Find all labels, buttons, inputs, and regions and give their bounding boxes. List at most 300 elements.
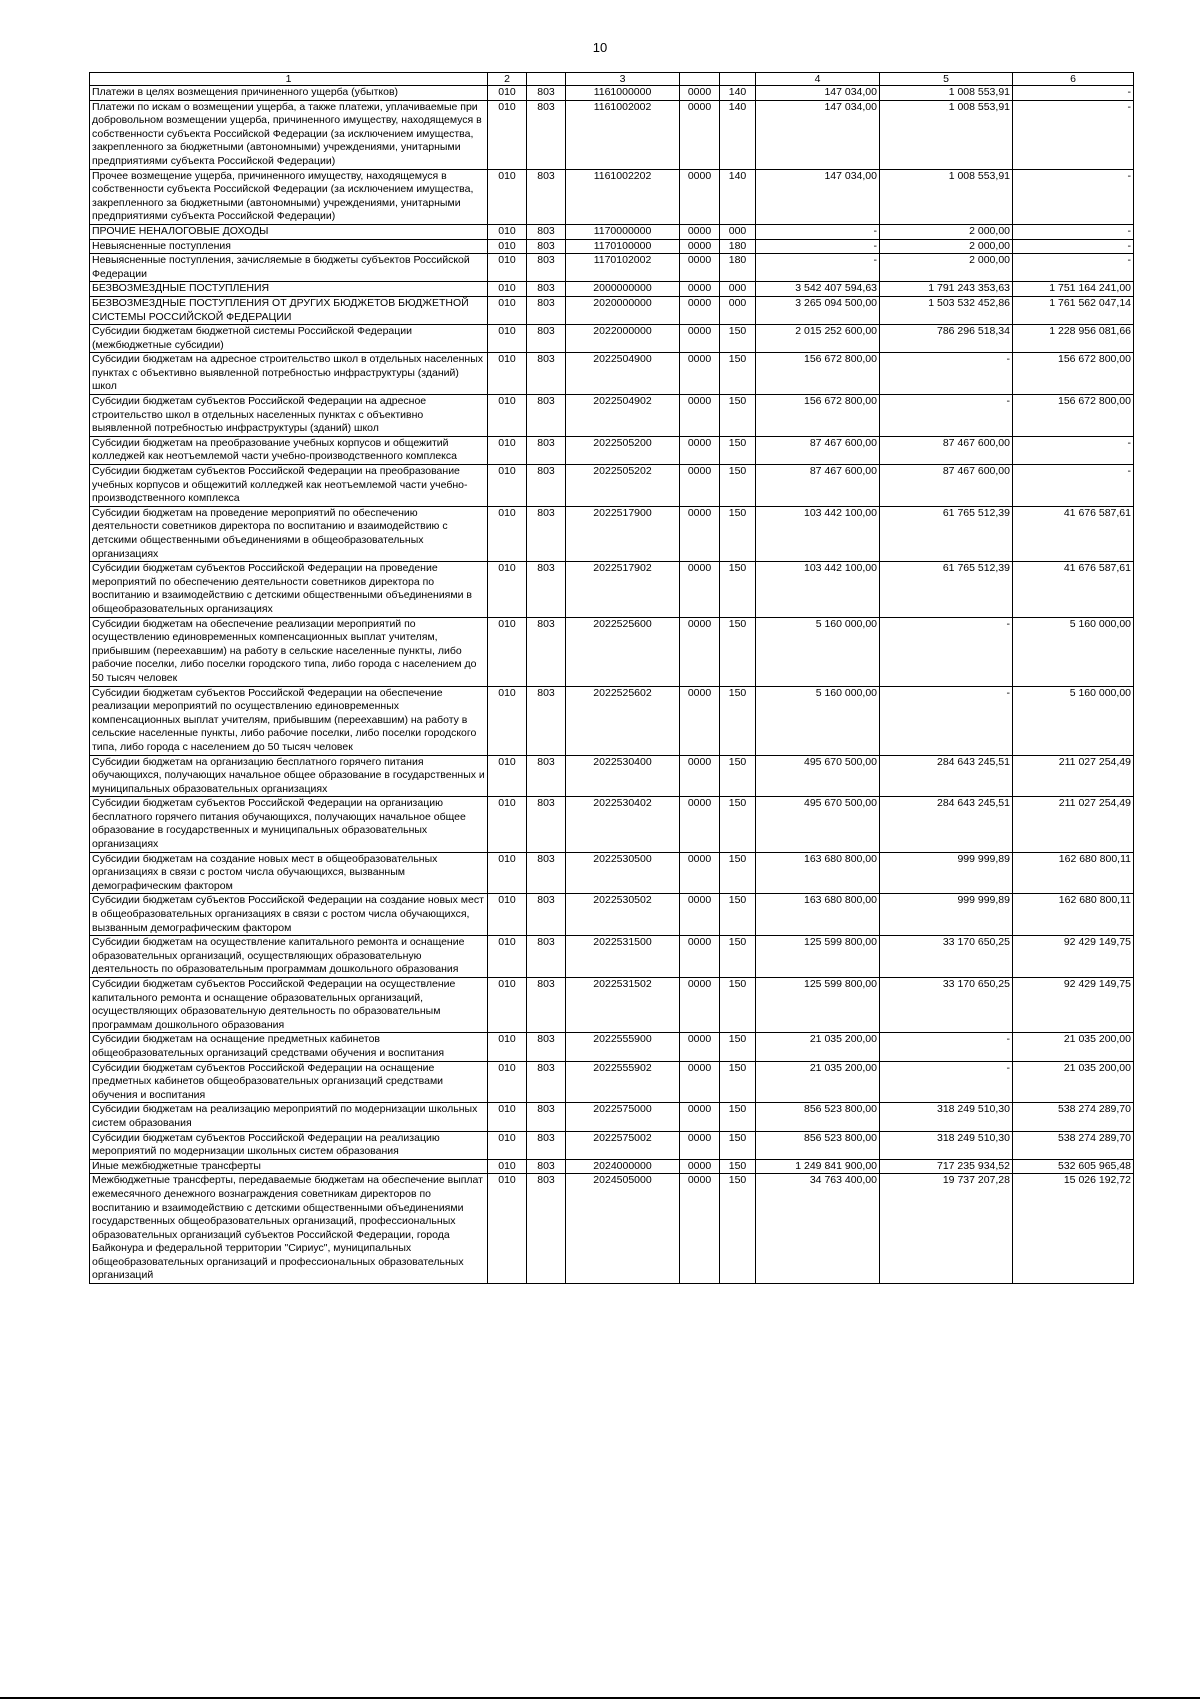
row-value-6-cell: 538 274 289,70 [1013, 1103, 1134, 1131]
row-code-5-cell: 150 [720, 395, 756, 437]
row-code-3-cell: 2022575000 [566, 1103, 680, 1131]
row-value-6-cell: - [1013, 224, 1134, 239]
row-code-1-cell: 010 [488, 1131, 527, 1159]
row-value-4-cell: 87 467 600,00 [756, 465, 880, 507]
header-col-3-sub-a [680, 73, 720, 86]
row-value-6-cell: - [1013, 169, 1134, 224]
row-value-5-cell: 33 170 650,25 [880, 936, 1013, 978]
row-value-6-cell: 41 676 587,61 [1013, 506, 1134, 561]
table-row [90, 353, 1134, 395]
row-name-cell: Невыясненные поступления, зачисляемые в бюджеты субъектов Российской Федерации [90, 254, 488, 282]
table-row [90, 395, 1134, 437]
header-col-3-sub-b [720, 73, 756, 86]
row-code-5-cell: 150 [720, 436, 756, 464]
row-value-5-cell: 87 467 600,00 [880, 465, 1013, 507]
table-row [90, 224, 1134, 239]
row-code-2-cell: 803 [527, 852, 566, 894]
row-code-2-cell: 803 [527, 617, 566, 686]
row-code-3-cell: 2022530400 [566, 755, 680, 797]
row-value-4-cell: 87 467 600,00 [756, 436, 880, 464]
table-row [90, 86, 1134, 101]
table-row [90, 100, 1134, 169]
row-name-cell: Субсидии бюджетам субъектов Российской Федерации на создание новых мест в общеобразовательных организациях в связи с ростом числа обучающихся, вызванным демографическим фактором [90, 894, 488, 936]
row-code-1-cell: 010 [488, 86, 527, 101]
row-code-3-cell: 2022530402 [566, 797, 680, 852]
row-code-4-cell: 0000 [680, 1131, 720, 1159]
row-code-5-cell: 150 [720, 936, 756, 978]
row-value-4-cell: 1 249 841 900,00 [756, 1159, 880, 1174]
row-value-4-cell: - [756, 254, 880, 282]
row-value-6-cell: 1 751 164 241,00 [1013, 282, 1134, 297]
row-value-4-cell: 5 160 000,00 [756, 617, 880, 686]
row-value-5-cell: 1 008 553,91 [880, 86, 1013, 101]
row-value-6-cell: 21 035 200,00 [1013, 1061, 1134, 1103]
row-code-1-cell: 010 [488, 465, 527, 507]
row-code-3-cell: 2022575002 [566, 1131, 680, 1159]
row-value-5-cell: 87 467 600,00 [880, 436, 1013, 464]
table-row [90, 1033, 1134, 1061]
row-code-3-cell: 2022530502 [566, 894, 680, 936]
row-code-2-cell: 803 [527, 686, 566, 755]
table-row [90, 1159, 1134, 1174]
row-code-5-cell: 150 [720, 894, 756, 936]
row-value-4-cell: 163 680 800,00 [756, 894, 880, 936]
row-value-4-cell: 5 160 000,00 [756, 686, 880, 755]
row-code-5-cell: 150 [720, 686, 756, 755]
row-code-3-cell: 2022504902 [566, 395, 680, 437]
row-code-5-cell: 150 [720, 1061, 756, 1103]
row-value-4-cell: 495 670 500,00 [756, 797, 880, 852]
header-col-1: 1 [90, 73, 488, 86]
row-code-2-cell: 803 [527, 1159, 566, 1174]
row-code-4-cell: 0000 [680, 936, 720, 978]
row-value-4-cell: - [756, 239, 880, 254]
row-code-4-cell: 0000 [680, 395, 720, 437]
row-value-6-cell: 156 672 800,00 [1013, 353, 1134, 395]
row-code-4-cell: 0000 [680, 978, 720, 1033]
row-code-3-cell: 2020000000 [566, 296, 680, 324]
row-code-1-cell: 010 [488, 506, 527, 561]
row-name-cell: Субсидии бюджетам на создание новых мест в общеобразовательных организациях в связи с ростом числа обучающихся, вызванным демографическим фактором [90, 852, 488, 894]
row-value-5-cell: 2 000,00 [880, 254, 1013, 282]
row-value-5-cell: 999 999,89 [880, 852, 1013, 894]
row-value-6-cell: - [1013, 239, 1134, 254]
row-name-cell: Субсидии бюджетам субъектов Российской Федерации на оснащение предметных кабинетов общеобразовательных организаций средствами обучения и воспитания [90, 1061, 488, 1103]
row-code-5-cell: 150 [720, 1159, 756, 1174]
row-name-cell: Субсидии бюджетам субъектов Российской Федерации на адресное строительство школ в отдельных населенных пунктах с объективно выявленной потребностью инфраструктуры (зданий) школ [90, 395, 488, 437]
row-code-5-cell: 140 [720, 100, 756, 169]
row-name-cell: Субсидии бюджетам бюджетной системы Российской Федерации (межбюджетные субсидии) [90, 325, 488, 353]
row-code-3-cell: 2022517900 [566, 506, 680, 561]
row-value-6-cell: 41 676 587,61 [1013, 562, 1134, 617]
row-code-5-cell: 150 [720, 797, 756, 852]
row-code-5-cell: 150 [720, 1131, 756, 1159]
row-code-1-cell: 010 [488, 1159, 527, 1174]
row-code-3-cell: 2024000000 [566, 1159, 680, 1174]
table-row [90, 936, 1134, 978]
row-value-4-cell: 21 035 200,00 [756, 1033, 880, 1061]
row-name-cell: Платежи по искам о возмещении ущерба, а также платежи, уплачиваемые при добровольном возмещении ущерба, причиненного имуществу, находящемуся в собственности субъекта Российской Федерации (за исключением имущества, закрепленного за бюджетными (автономными) учреждениями, унитарными предприятиями субъекта Российской Федерации) [90, 100, 488, 169]
row-code-1-cell: 010 [488, 1061, 527, 1103]
header-col-6: 6 [1013, 73, 1134, 86]
row-code-4-cell: 0000 [680, 852, 720, 894]
row-code-3-cell: 2022555900 [566, 1033, 680, 1061]
row-value-4-cell: 21 035 200,00 [756, 1061, 880, 1103]
row-code-2-cell: 803 [527, 100, 566, 169]
row-code-1-cell: 010 [488, 169, 527, 224]
table-row [90, 852, 1134, 894]
row-name-cell: Субсидии бюджетам на осуществление капитального ремонта и оснащение образовательных организаций, осуществляющих образовательную деятельность по образовательным программам дошкольного образования [90, 936, 488, 978]
table-row [90, 506, 1134, 561]
row-code-4-cell: 0000 [680, 325, 720, 353]
row-code-4-cell: 0000 [680, 617, 720, 686]
row-code-2-cell: 803 [527, 1033, 566, 1061]
row-value-5-cell: 33 170 650,25 [880, 978, 1013, 1033]
row-name-cell: Субсидии бюджетам субъектов Российской Федерации на реализацию мероприятий по модернизации школьных систем образования [90, 1131, 488, 1159]
row-value-5-cell: 284 643 245,51 [880, 755, 1013, 797]
row-code-2-cell: 803 [527, 395, 566, 437]
row-code-3-cell: 2022517902 [566, 562, 680, 617]
table-row [90, 254, 1134, 282]
row-code-5-cell: 150 [720, 506, 756, 561]
row-name-cell: Субсидии бюджетам на проведение мероприятий по обеспечению деятельности советников директора по воспитанию и взаимодействию с детскими общественными объединениями в общеобразовательных организациях [90, 506, 488, 561]
row-value-6-cell: 92 429 149,75 [1013, 978, 1134, 1033]
row-code-3-cell: 2022555902 [566, 1061, 680, 1103]
row-code-1-cell: 010 [488, 395, 527, 437]
row-code-3-cell: 2022525602 [566, 686, 680, 755]
row-name-cell: Иные межбюджетные трансферты [90, 1159, 488, 1174]
row-value-5-cell: 717 235 934,52 [880, 1159, 1013, 1174]
row-value-5-cell: 61 765 512,39 [880, 506, 1013, 561]
row-code-4-cell: 0000 [680, 797, 720, 852]
row-value-6-cell: - [1013, 86, 1134, 101]
row-name-cell: ПРОЧИЕ НЕНАЛОГОВЫЕ ДОХОДЫ [90, 224, 488, 239]
row-value-6-cell: 162 680 800,11 [1013, 894, 1134, 936]
header-col-2-sub [527, 73, 566, 86]
row-code-2-cell: 803 [527, 978, 566, 1033]
table-row [90, 797, 1134, 852]
row-code-2-cell: 803 [527, 1131, 566, 1159]
table-row [90, 562, 1134, 617]
table-row [90, 1061, 1134, 1103]
row-code-2-cell: 803 [527, 224, 566, 239]
row-code-2-cell: 803 [527, 1061, 566, 1103]
row-code-4-cell: 0000 [680, 169, 720, 224]
row-code-1-cell: 010 [488, 353, 527, 395]
row-code-5-cell: 140 [720, 169, 756, 224]
row-code-5-cell: 000 [720, 296, 756, 324]
row-code-4-cell: 0000 [680, 1061, 720, 1103]
row-code-5-cell: 150 [720, 755, 756, 797]
row-code-5-cell: 150 [720, 617, 756, 686]
header-col-4: 4 [756, 73, 880, 86]
row-code-4-cell: 0000 [680, 224, 720, 239]
row-code-2-cell: 803 [527, 506, 566, 561]
row-name-cell: Субсидии бюджетам субъектов Российской Федерации на обеспечение реализации мероприятий по осуществлению единовременных компенсационных выплат учителям, прибывшим (переехавшим) на работу в сельские населенные пункты, либо рабочие поселки, либо поселки городского типа, либо города с населением до 50 тысяч человек [90, 686, 488, 755]
row-code-3-cell: 2022000000 [566, 325, 680, 353]
row-value-5-cell: 786 296 518,34 [880, 325, 1013, 353]
row-code-1-cell: 010 [488, 1033, 527, 1061]
row-code-5-cell: 150 [720, 1033, 756, 1061]
row-value-6-cell: 92 429 149,75 [1013, 936, 1134, 978]
table-row [90, 894, 1134, 936]
row-value-4-cell: 147 034,00 [756, 86, 880, 101]
row-code-1-cell: 010 [488, 282, 527, 297]
row-name-cell: Субсидии бюджетам на организацию бесплатного горячего питания обучающихся, получающих начальное общее образование в государственных и муниципальных образовательных организациях [90, 755, 488, 797]
row-code-1-cell: 010 [488, 755, 527, 797]
row-code-3-cell: 1161002002 [566, 100, 680, 169]
row-name-cell: Субсидии бюджетам субъектов Российской Федерации на преобразование учебных корпусов и общежитий колледжей как неотъемлемой части учебно-производственного комплекса [90, 465, 488, 507]
row-value-4-cell: 103 442 100,00 [756, 506, 880, 561]
row-name-cell: Субсидии бюджетам на адресное строительство школ в отдельных населенных пунктах с объективно выявленной потребностью инфраструктуры (зданий) школ [90, 353, 488, 395]
row-value-4-cell: 163 680 800,00 [756, 852, 880, 894]
row-name-cell: Субсидии бюджетам на реализацию мероприятий по модернизации школьных систем образования [90, 1103, 488, 1131]
row-value-5-cell: - [880, 395, 1013, 437]
row-value-5-cell: 19 737 207,28 [880, 1174, 1013, 1284]
row-code-3-cell: 2000000000 [566, 282, 680, 297]
header-col-3: 3 [566, 73, 680, 86]
row-code-5-cell: 000 [720, 224, 756, 239]
row-name-cell: Субсидии бюджетам на преобразование учебных корпусов и общежитий колледжей как неотъемлемой части учебно-производственного комплекса [90, 436, 488, 464]
row-code-4-cell: 0000 [680, 239, 720, 254]
row-code-3-cell: 2022504900 [566, 353, 680, 395]
header-col-2: 2 [488, 73, 527, 86]
row-code-4-cell: 0000 [680, 1159, 720, 1174]
row-value-6-cell: 532 605 965,48 [1013, 1159, 1134, 1174]
row-value-6-cell: - [1013, 465, 1134, 507]
row-code-4-cell: 0000 [680, 100, 720, 169]
row-code-2-cell: 803 [527, 353, 566, 395]
table-body [90, 86, 1134, 1284]
row-value-6-cell: 1 228 956 081,66 [1013, 325, 1134, 353]
row-code-1-cell: 010 [488, 978, 527, 1033]
row-value-4-cell: 125 599 800,00 [756, 936, 880, 978]
row-code-5-cell: 140 [720, 86, 756, 101]
row-value-6-cell: 5 160 000,00 [1013, 617, 1134, 686]
row-name-cell: БЕЗВОЗМЕЗДНЫЕ ПОСТУПЛЕНИЯ ОТ ДРУГИХ БЮДЖЕТОВ БЮДЖЕТНОЙ СИСТЕМЫ РОССИЙСКОЙ ФЕДЕРАЦИИ [90, 296, 488, 324]
row-value-5-cell: 318 249 510,30 [880, 1103, 1013, 1131]
row-code-5-cell: 180 [720, 239, 756, 254]
row-value-4-cell: 2 015 252 600,00 [756, 325, 880, 353]
row-code-5-cell: 150 [720, 852, 756, 894]
row-code-2-cell: 803 [527, 282, 566, 297]
table-row [90, 755, 1134, 797]
row-code-5-cell: 000 [720, 282, 756, 297]
row-value-4-cell: 3 542 407 594,63 [756, 282, 880, 297]
row-code-4-cell: 0000 [680, 562, 720, 617]
row-value-6-cell: 211 027 254,49 [1013, 797, 1134, 852]
row-code-3-cell: 2022531500 [566, 936, 680, 978]
row-code-2-cell: 803 [527, 755, 566, 797]
row-code-2-cell: 803 [527, 1174, 566, 1284]
row-code-5-cell: 150 [720, 1103, 756, 1131]
header-col-5: 5 [880, 73, 1013, 86]
row-value-5-cell: - [880, 1061, 1013, 1103]
row-code-1-cell: 010 [488, 325, 527, 353]
row-code-3-cell: 2022505200 [566, 436, 680, 464]
row-value-4-cell: 125 599 800,00 [756, 978, 880, 1033]
row-value-5-cell: - [880, 686, 1013, 755]
row-value-5-cell: 284 643 245,51 [880, 797, 1013, 852]
row-name-cell: Платежи в целях возмещения причиненного ущерба (убытков) [90, 86, 488, 101]
row-name-cell: Межбюджетные трансферты, передаваемые бюджетам на обеспечение выплат ежемесячного денежного вознаграждения советникам директоров по воспитанию и взаимодействию с детскими общественными объединениями государственных общеобразовательных организаций, профессиональных образовательных организаций субъектов Российской Федерации, города Байконура и федеральной территории "Сириус", муниципальных общеобразовательных организаций и профессиональных образовательных организаций [90, 1174, 488, 1284]
row-value-6-cell: 1 761 562 047,14 [1013, 296, 1134, 324]
row-code-1-cell: 010 [488, 936, 527, 978]
row-code-4-cell: 0000 [680, 465, 720, 507]
row-value-4-cell: 34 763 400,00 [756, 1174, 880, 1284]
row-name-cell: Субсидии бюджетам субъектов Российской Федерации на организацию бесплатного горячего питания обучающихся, получающих начальное общее образование в государственных и муниципальных образовательных организациях [90, 797, 488, 852]
row-code-1-cell: 010 [488, 562, 527, 617]
row-code-2-cell: 803 [527, 797, 566, 852]
row-code-3-cell: 2022505202 [566, 465, 680, 507]
row-code-4-cell: 0000 [680, 1033, 720, 1061]
row-code-1-cell: 010 [488, 239, 527, 254]
row-code-4-cell: 0000 [680, 686, 720, 755]
table-row [90, 282, 1134, 297]
row-value-5-cell: - [880, 353, 1013, 395]
row-code-4-cell: 0000 [680, 506, 720, 561]
row-code-3-cell: 1170100000 [566, 239, 680, 254]
table-row [90, 296, 1134, 324]
row-code-4-cell: 0000 [680, 254, 720, 282]
row-code-1-cell: 010 [488, 296, 527, 324]
row-code-1-cell: 010 [488, 224, 527, 239]
row-value-5-cell: 61 765 512,39 [880, 562, 1013, 617]
row-code-5-cell: 150 [720, 465, 756, 507]
row-code-2-cell: 803 [527, 436, 566, 464]
table-row [90, 978, 1134, 1033]
row-code-1-cell: 010 [488, 852, 527, 894]
row-code-1-cell: 010 [488, 254, 527, 282]
row-code-5-cell: 150 [720, 353, 756, 395]
row-value-5-cell: 318 249 510,30 [880, 1131, 1013, 1159]
budget-revenue-table [89, 72, 1134, 1284]
row-value-5-cell: 1 791 243 353,63 [880, 282, 1013, 297]
row-value-6-cell: - [1013, 436, 1134, 464]
row-value-4-cell: 856 523 800,00 [756, 1103, 880, 1131]
row-code-3-cell: 1161002202 [566, 169, 680, 224]
row-value-5-cell: 1 503 532 452,86 [880, 296, 1013, 324]
row-name-cell: БЕЗВОЗМЕЗДНЫЕ ПОСТУПЛЕНИЯ [90, 282, 488, 297]
row-value-6-cell: 538 274 289,70 [1013, 1131, 1134, 1159]
row-code-3-cell: 1170102002 [566, 254, 680, 282]
row-code-4-cell: 0000 [680, 353, 720, 395]
row-code-4-cell: 0000 [680, 436, 720, 464]
row-code-5-cell: 150 [720, 325, 756, 353]
row-code-1-cell: 010 [488, 100, 527, 169]
row-value-4-cell: 147 034,00 [756, 169, 880, 224]
row-code-2-cell: 803 [527, 254, 566, 282]
page-number: 10 [592, 40, 608, 55]
row-name-cell: Невыясненные поступления [90, 239, 488, 254]
row-value-6-cell: 211 027 254,49 [1013, 755, 1134, 797]
row-code-1-cell: 010 [488, 797, 527, 852]
row-code-2-cell: 803 [527, 1103, 566, 1131]
row-code-5-cell: 180 [720, 254, 756, 282]
row-name-cell: Субсидии бюджетам субъектов Российской Федерации на проведение мероприятий по обеспечению деятельности советников директора по воспитанию и взаимодействию с детскими общественными объединениями в общеобразовательных организациях [90, 562, 488, 617]
table-row [90, 1103, 1134, 1131]
row-code-2-cell: 803 [527, 562, 566, 617]
row-value-6-cell: 162 680 800,11 [1013, 852, 1134, 894]
row-code-1-cell: 010 [488, 686, 527, 755]
row-code-5-cell: 150 [720, 1174, 756, 1284]
table-row [90, 617, 1134, 686]
row-value-6-cell: 21 035 200,00 [1013, 1033, 1134, 1061]
row-value-5-cell: 2 000,00 [880, 224, 1013, 239]
row-name-cell: Прочее возмещение ущерба, причиненного имуществу, находящемуся в собственности субъекта Российской Федерации (за исключением имущества, закрепленного за бюджетными (автономными) учреждениями, унитарными предприятиями субъекта Российской Федерации) [90, 169, 488, 224]
row-code-1-cell: 010 [488, 617, 527, 686]
header-row [90, 73, 1134, 86]
row-value-4-cell: 856 523 800,00 [756, 1131, 880, 1159]
row-name-cell: Субсидии бюджетам на оснащение предметных кабинетов общеобразовательных организаций средствами обучения и воспитания [90, 1033, 488, 1061]
row-code-1-cell: 010 [488, 1174, 527, 1284]
row-value-5-cell: 2 000,00 [880, 239, 1013, 254]
row-value-5-cell: - [880, 617, 1013, 686]
row-code-3-cell: 2024505000 [566, 1174, 680, 1284]
row-code-4-cell: 0000 [680, 296, 720, 324]
table-row [90, 239, 1134, 254]
row-value-6-cell: 5 160 000,00 [1013, 686, 1134, 755]
row-code-2-cell: 803 [527, 936, 566, 978]
row-code-4-cell: 0000 [680, 755, 720, 797]
row-code-2-cell: 803 [527, 239, 566, 254]
row-code-4-cell: 0000 [680, 1103, 720, 1131]
row-value-5-cell: 1 008 553,91 [880, 169, 1013, 224]
row-code-2-cell: 803 [527, 894, 566, 936]
row-code-2-cell: 803 [527, 465, 566, 507]
row-value-4-cell: 156 672 800,00 [756, 395, 880, 437]
row-code-1-cell: 010 [488, 894, 527, 936]
row-code-4-cell: 0000 [680, 894, 720, 936]
row-value-4-cell: - [756, 224, 880, 239]
row-code-3-cell: 2022530500 [566, 852, 680, 894]
row-value-4-cell: 3 265 094 500,00 [756, 296, 880, 324]
row-code-1-cell: 010 [488, 436, 527, 464]
table-row [90, 325, 1134, 353]
row-value-6-cell: 15 026 192,72 [1013, 1174, 1134, 1284]
row-code-4-cell: 0000 [680, 282, 720, 297]
row-value-5-cell: 999 999,89 [880, 894, 1013, 936]
table-row [90, 436, 1134, 464]
row-code-2-cell: 803 [527, 325, 566, 353]
row-value-6-cell: - [1013, 100, 1134, 169]
table-row [90, 465, 1134, 507]
table-row [90, 1174, 1134, 1284]
row-name-cell: Субсидии бюджетам субъектов Российской Федерации на осуществление капитального ремонта и оснащение образовательных организаций, осуществляющих образовательную деятельность по образовательным программам дошкольного образования [90, 978, 488, 1033]
row-code-5-cell: 150 [720, 978, 756, 1033]
row-value-4-cell: 156 672 800,00 [756, 353, 880, 395]
row-value-5-cell: - [880, 1033, 1013, 1061]
row-code-3-cell: 2022531502 [566, 978, 680, 1033]
row-code-2-cell: 803 [527, 86, 566, 101]
row-code-3-cell: 1161000000 [566, 86, 680, 101]
row-code-2-cell: 803 [527, 296, 566, 324]
row-value-4-cell: 147 034,00 [756, 100, 880, 169]
row-value-4-cell: 495 670 500,00 [756, 755, 880, 797]
row-code-3-cell: 1170000000 [566, 224, 680, 239]
row-code-3-cell: 2022525600 [566, 617, 680, 686]
row-code-4-cell: 0000 [680, 1174, 720, 1284]
row-value-4-cell: 103 442 100,00 [756, 562, 880, 617]
table-row [90, 686, 1134, 755]
row-value-6-cell: - [1013, 254, 1134, 282]
row-code-1-cell: 010 [488, 1103, 527, 1131]
row-code-4-cell: 0000 [680, 86, 720, 101]
row-name-cell: Субсидии бюджетам на обеспечение реализации мероприятий по осуществлению единовременных компенсационных выплат учителям, прибывшим (переехавшим) на работу в сельские населенные пункты, либо рабочие поселки, либо поселки городского типа, либо города с населением до 50 тысяч человек [90, 617, 488, 686]
table-row [90, 1131, 1134, 1159]
table-row [90, 169, 1134, 224]
row-code-2-cell: 803 [527, 169, 566, 224]
